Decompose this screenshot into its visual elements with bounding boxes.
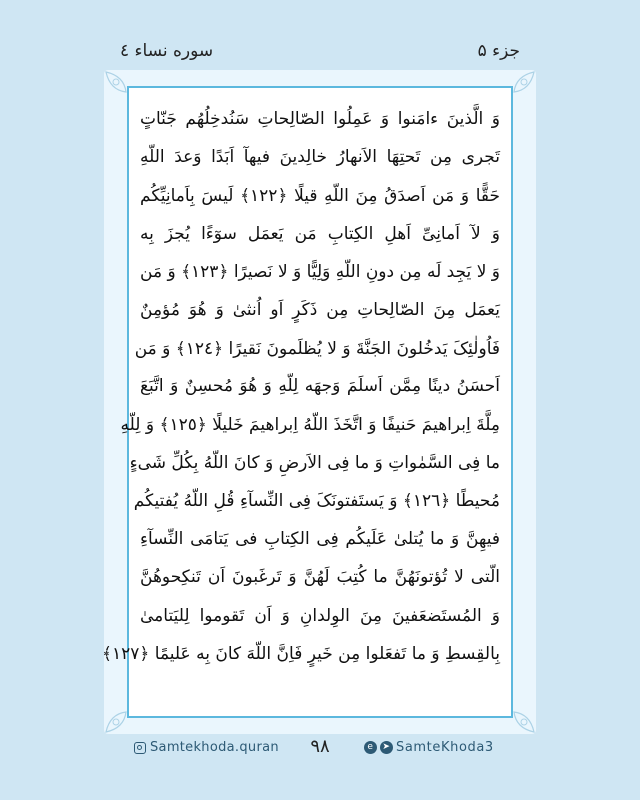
text-line: الّتی لا تُؤتونَهُنَّ ما کُتِبَ لَهُنَّ وَ تَرغَبونَ اَن تَنکِحوهُنَّ — [140, 567, 500, 588]
instagram-handle: Samtekhoda.quran — [150, 740, 279, 755]
social-handle: SamteKhoda3 — [396, 740, 494, 755]
text-line: وَ المُستَضعَفینَ مِنَ الوِلدانِ وَ اَن تَقوموا لِلیَتامىٰ — [140, 605, 500, 626]
text-line: وَ الَّذینَ ءامَنوا وَ عَمِلُوا الصّالِحاتِ سَنُدخِلُهُم جَنّاتٍ — [140, 109, 500, 130]
text-line: تَجری مِن تَحتِهَا الاَنهارُ خالِدینَ فیهآ اَبَدًا وَعدَ اللّهِ — [140, 147, 500, 168]
eitaa-icon: e — [364, 741, 377, 754]
text-line: اَحسَنُ دینًا مِمَّن اَسلَمَ وَجهَه لِلّهِ وَ هُوَ مُحسِنٌ وَ اتَّبَعَ — [140, 376, 500, 397]
text-line: حَقًّا وَ مَن اَصدَقُ مِنَ اللّهِ قیلًا ﴿١٢٢﴾ لَیسَ بِاَمانِیِّکُم — [140, 185, 500, 206]
text-line: بِالقِسطِ وَ ما تَفعَلوا مِن خَیرٍ فَاِنَّ اللّهَ کانَ بِه عَلیمًا ﴿١٢٧﴾ — [102, 644, 500, 665]
social-link[interactable] — [364, 740, 494, 755]
page-footer — [0, 734, 640, 764]
text-line: مِلَّةَ اِبراهیمَ حَنیفًا وَ اتَّخَذَ اللّهُ اِبراهیمَ خَلیلًا ﴿١٢٥﴾ وَ لِلّهِ — [120, 415, 500, 436]
surah-label: سوره نساء ٤ — [120, 41, 214, 61]
text-line: وَ لا یَجِد لَه مِن دونِ اللّهِ وَلِیًّا وَ لا نَصیرًا ﴿١٢٣﴾ وَ مَن — [140, 262, 501, 283]
text-line: ما فِی السَّمٰواتِ وَ ما فِی الاَرضِ وَ کانَ اللّهُ بِکُلِّ شَیءٍ — [129, 452, 500, 473]
telegram-icon: ➤ — [380, 741, 393, 754]
instagram-link[interactable] — [134, 740, 279, 755]
page-number: ۹۸ — [310, 736, 330, 757]
instagram-icon — [134, 742, 146, 754]
text-line: وَ لآ اَمانِیِّ اَهلِ الکِتابِ مَن یَعمَل سوٓءًا یُجزَ بِه — [140, 223, 500, 244]
text-line: فَاُولٰئِکَ یَدخُلونَ الجَنَّةَ وَ لا یُظلَمونَ نَقیرًا ﴿١٢٤﴾ وَ مَن — [134, 338, 500, 359]
text-line: یَعمَل مِنَ الصّالِحاتِ مِن ذَکَرٍ اَو اُنثىٰ وَ هُوَ مُؤمِنٌ — [140, 300, 500, 321]
text-line: مُحیطًا ﴿١٢٦﴾ وَ یَستَفتونَکَ فِی النِّسآءِ قُلِ اللّهُ یُفتیکُم — [133, 491, 500, 512]
quran-text-block — [102, 100, 501, 710]
juz-label: جزء ۵ — [477, 41, 520, 61]
page-header — [120, 36, 520, 66]
text-line: فیهِنَّ وَ ما یُتلىٰ عَلَیکُم فِی الکِتابِ فی یَتامَی النِّسآءِ — [140, 529, 500, 550]
